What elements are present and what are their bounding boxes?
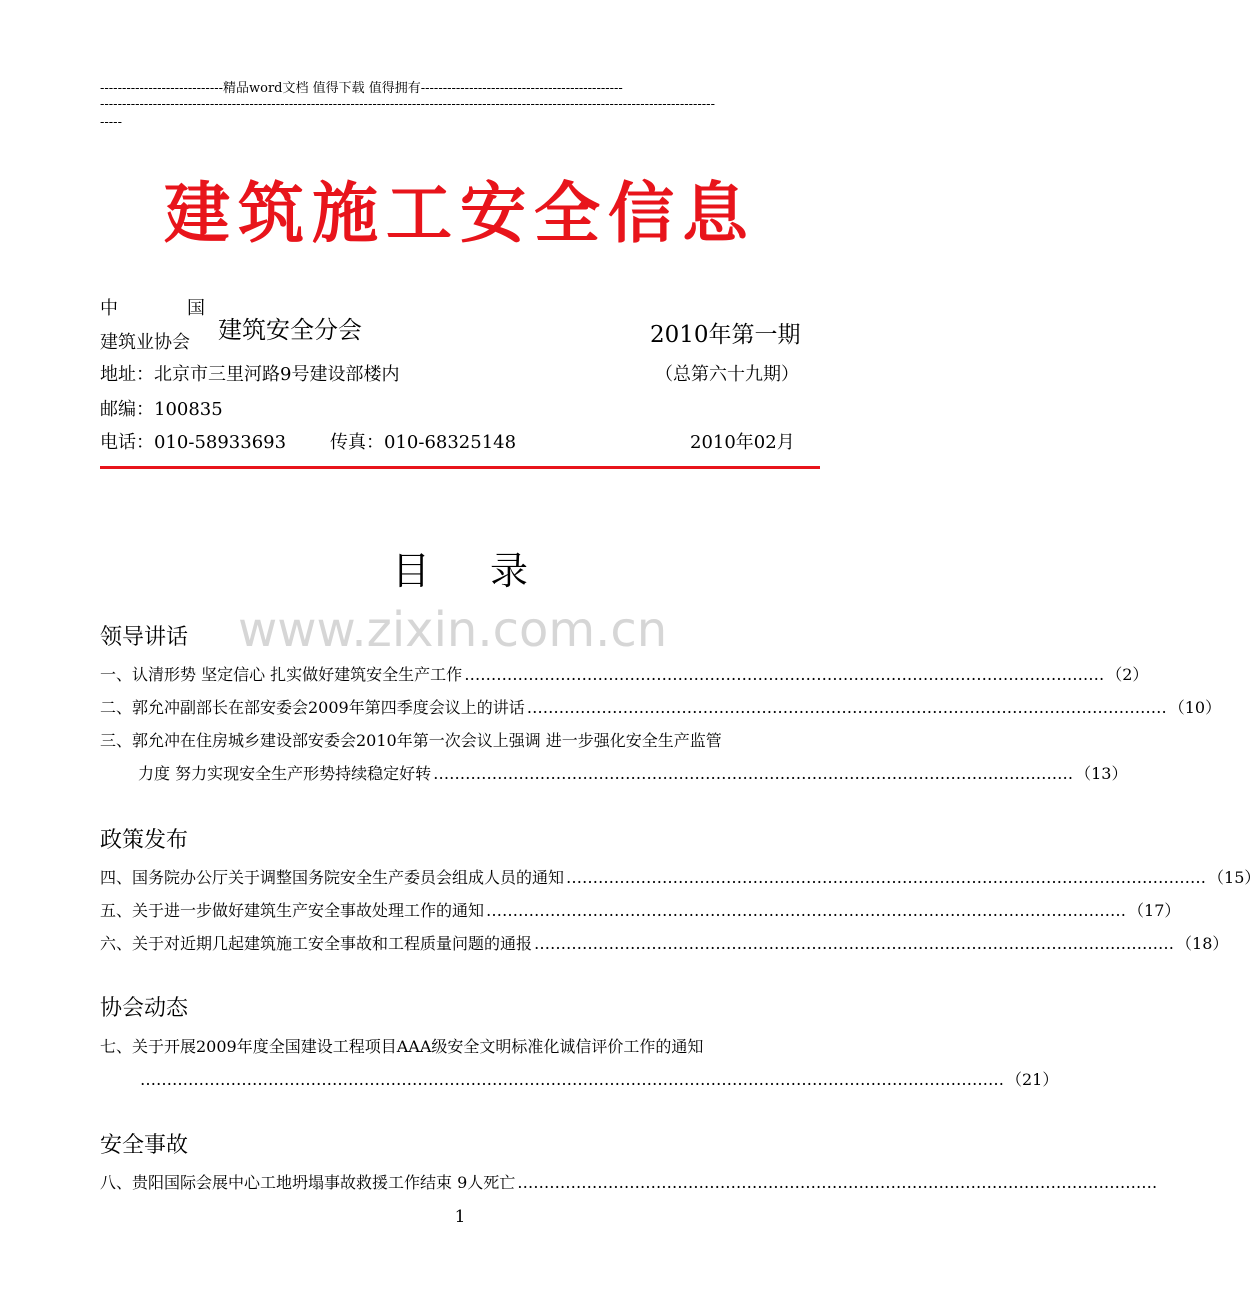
leader-dots: …………………………………………………………………………………………………………	[486, 901, 1127, 920]
red-divider	[100, 466, 820, 469]
toc-entry[interactable]	[100, 662, 1149, 685]
total-issue: （总第六十九期）	[655, 364, 799, 385]
toc-entry-page: （10）	[1168, 698, 1222, 717]
fax: 传真：010-68325148	[330, 432, 517, 453]
leader-dots: …………………………………………………………………………………………………………	[464, 665, 1105, 684]
leader-dots: ………………………………………………………………………………………………………………………………………………	[140, 1070, 1004, 1089]
toc-entry-page: （2）	[1106, 665, 1149, 684]
toc-entry-text: 二、郭允冲副部长在部安委会2009年第四季度会议上的讲话	[100, 698, 525, 717]
org-name-char-2: 国	[187, 298, 205, 319]
phone: 电话：010-58933693	[100, 432, 287, 453]
leader-dots: …………………………………………………………………………………………………………	[534, 934, 1175, 953]
issue-date: 2010年02月	[690, 432, 795, 453]
toc-entry[interactable]	[100, 1034, 1059, 1090]
toc-entry-text: 四、国务院办公厅关于调整国务院安全生产委员会组成人员的通知	[100, 868, 565, 887]
toc-entry[interactable]	[100, 865, 1260, 888]
leader-dots: …………………………………………………………………………………………………………	[517, 1173, 1158, 1192]
toc-entry-text: 七、关于开展2009年度全国建设工程项目AAA级安全文明标准化诚信评价工作的通知	[100, 1037, 704, 1056]
toc-entry[interactable]	[100, 728, 1128, 784]
toc-entry-text: 三、郭允冲在住房城乡建设部安委会2010年第一次会议上强调 进一步强化安全生产监管	[100, 731, 722, 750]
banner-dash-line-3: -----	[100, 115, 122, 130]
postcode: 邮编：100835	[100, 399, 223, 420]
toc-entry[interactable]	[100, 931, 1229, 954]
toc-entry-text: 六、关于对近期几起建筑施工安全事故和工程质量问题的通报	[100, 934, 533, 953]
section-heading-accidents: 安全事故	[100, 1133, 189, 1158]
address: 地址：北京市三里河路9号建设部楼内	[100, 364, 400, 385]
toc-entry[interactable]	[100, 1170, 1158, 1193]
watermark: www.zixin.com.cn	[238, 602, 668, 658]
toc-entry-text: 一、认清形势 坚定信心 扎实做好建筑安全生产工作	[100, 665, 463, 684]
section-heading-leaders: 领导讲话	[100, 625, 189, 650]
page-number: 1	[454, 1207, 466, 1227]
branch-name: 建筑安全分会	[218, 316, 362, 344]
banner-dash-line-2: --------------------------------------------------------------------------------------------------------------------------------------------	[100, 97, 715, 112]
issue-number: 2010年第一期	[650, 322, 801, 348]
org-name-char-1: 中	[100, 298, 118, 319]
org-name-line-2: 建筑业协会	[100, 332, 190, 353]
section-heading-association: 协会动态	[100, 996, 189, 1021]
toc-entry-text-cont: 力度 努力实现安全生产形势持续稳定好转	[138, 764, 432, 783]
toc-entry-page: （15）	[1208, 868, 1260, 887]
section-heading-policy: 政策发布	[100, 828, 189, 853]
toc-entry-page: （13）	[1075, 764, 1128, 783]
toc-entry-text: 五、关于进一步做好建筑生产安全事故处理工作的通知	[100, 901, 485, 920]
toc-title: 目录	[391, 549, 588, 593]
leader-dots: …………………………………………………………………………………………………………	[526, 698, 1167, 717]
toc-entry[interactable]	[100, 695, 1222, 718]
toc-entry-page: （17）	[1128, 901, 1181, 920]
leader-dots: …………………………………………………………………………………………………………	[433, 764, 1074, 783]
toc-entry-text: 八、贵阳国际会展中心工地坍塌事故救援工作结束 9人死亡	[100, 1173, 516, 1192]
toc-entry-page: （21）	[1006, 1070, 1059, 1089]
banner-dash-line-1: ----------------------------精品word文档 值得下载 值得拥有----------------------------------------------	[100, 81, 623, 96]
toc-entry-page: （18）	[1176, 934, 1229, 953]
toc-entry[interactable]	[100, 898, 1181, 921]
leader-dots: …………………………………………………………………………………………………………	[566, 868, 1207, 887]
document-title: 建筑施工安全信息	[164, 174, 756, 252]
